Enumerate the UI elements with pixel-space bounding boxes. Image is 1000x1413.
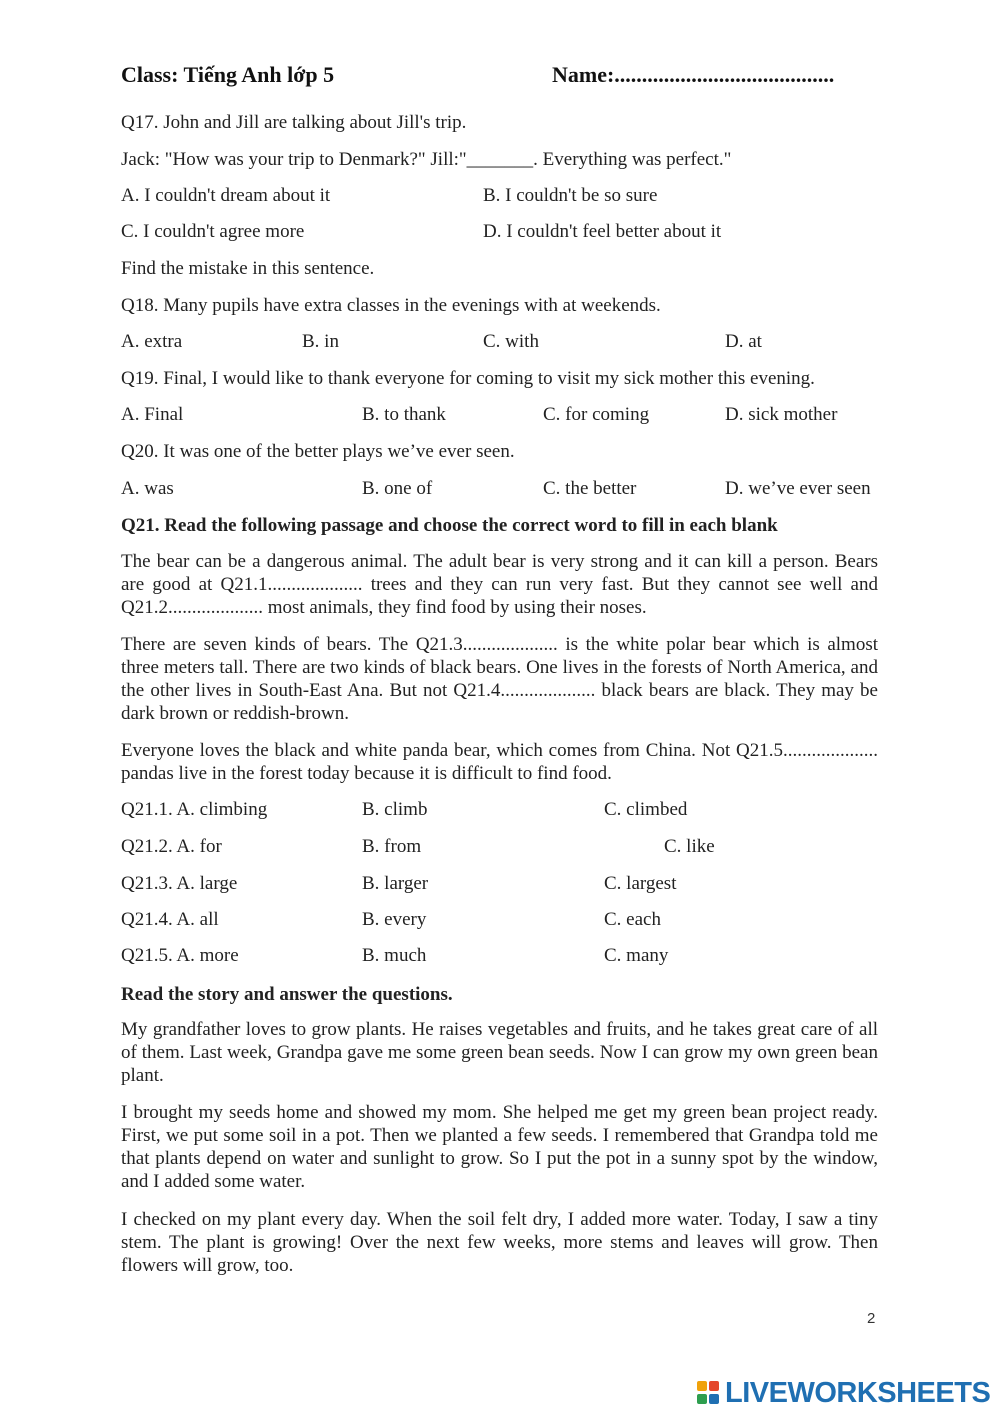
liveworksheets-logo-icon (697, 1378, 723, 1408)
q21-3-option-c: C. largest (604, 873, 677, 894)
name-label: Name:........................................ (552, 62, 835, 87)
q21-2-option-c: C. like (664, 836, 715, 857)
q21-2-option-a: Q21.2. A. for (121, 836, 222, 857)
find-mistake-instruction: Find the mistake in this sentence. (121, 258, 375, 279)
q18-option-c: C. with (483, 331, 539, 352)
q21-4-option-c: C. each (604, 909, 661, 930)
q21-1-option-c: C. climbed (604, 799, 688, 820)
q21-paragraph-2: There are seven kinds of bears. The Q21.3.................... is the white polar bear which is almost three meters tall. There are two kinds of black bears. One lives in the forests of North America, and the other lives in South-East Ana. But not Q21.4.................... black bears are black. They may be dark brown or reddish-brown. (121, 634, 878, 724)
q21-2-option-b: B. from (362, 836, 422, 857)
liveworksheets-logo (697, 1376, 990, 1410)
q19-option-b: B. to thank (362, 404, 446, 425)
q18-prompt: Q18. Many pupils have extra classes in the evenings with at weekends. (121, 295, 661, 316)
page-number: 2 (867, 1310, 876, 1327)
q21-5-option-c: C. many (604, 945, 669, 966)
q20-option-b: B. one of (362, 478, 433, 499)
q21-1-option-b: B. climb (362, 799, 428, 820)
q20-option-a: A. was (121, 478, 174, 499)
q18-option-d: D. at (725, 331, 762, 352)
q21-3-option-a: Q21.3. A. large (121, 873, 238, 894)
q20-prompt: Q20. It was one of the better plays we’ve ever seen. (121, 441, 515, 462)
q21-5-option-b: B. much (362, 945, 427, 966)
q17-option-b: B. I couldn't be so sure (483, 185, 658, 206)
liveworksheets-logo-text: LIVEWORKSHEETS (725, 1376, 991, 1409)
q21-4-option-a: Q21.4. A. all (121, 909, 219, 930)
q17-option-a: A. I couldn't dream about it (121, 185, 331, 206)
q21-1-option-a: Q21.1. A. climbing (121, 799, 268, 820)
q18-option-b: B. in (302, 331, 339, 352)
q19-option-a: A. Final (121, 404, 184, 425)
q17-option-c: C. I couldn't agree more (121, 221, 305, 242)
q21-paragraph-3: Everyone loves the black and white panda bear, which comes from China. Not Q21.5.................... pandas live in the forest today because it is difficult to find food. (121, 740, 878, 784)
q17-dialogue: Jack: "How was your trip to Denmark?" Jill:"_______. Everything was perfect." (121, 149, 732, 170)
q20-option-c: C. the better (543, 478, 637, 499)
q21-heading: Q21. Read the following passage and choose the correct word to fill in each blank (121, 515, 778, 536)
q19-prompt: Q19. Final, I would like to thank everyone for coming to visit my sick mother this evening. (121, 368, 815, 389)
story-paragraph-3: I checked on my plant every day. When the soil felt dry, I added more water. Today, I saw a tiny stem. The plant is growing! Over the next few weeks, more stems and leaves will grow. Then flowers will grow, too. (121, 1209, 878, 1276)
q17-option-d: D. I couldn't feel better about it (483, 221, 722, 242)
class-label: Class: Tiếng Anh lớp 5 (121, 62, 335, 87)
q21-3-option-b: B. larger (362, 873, 429, 894)
story-paragraph-2: I brought my seeds home and showed my mom. She helped me get my green bean project ready. First, we put some soil in a pot. Then we planted a few seeds. I remembered that Grandpa told me that plants depend on water and sunlight to grow. So I put the pot in a sunny spot by the window, and I added some water. (121, 1102, 878, 1192)
q21-paragraph-1: The bear can be a dangerous animal. The adult bear is very strong and it can kill a person. Bears are good at Q21.1.................... trees and they can run very fast. But they cannot see well and Q21.2.................... most animals, they find food by using their noses. (121, 551, 878, 618)
q18-option-a: A. extra (121, 331, 183, 352)
story-paragraph-1: My grandfather loves to grow plants. He raises vegetables and fruits, and he takes great care of all of them. Last week, Grandpa gave me some green bean seeds. Now I can grow my own green bean plant. (121, 1019, 878, 1086)
q19-option-d: D. sick mother (725, 404, 838, 425)
q20-option-d: D. we’ve ever seen (725, 478, 871, 499)
q19-option-c: C. for coming (543, 404, 650, 425)
q17-prompt: Q17. John and Jill are talking about Jill's trip. (121, 112, 467, 133)
q21-4-option-b: B. every (362, 909, 427, 930)
q21-5-option-a: Q21.5. A. more (121, 945, 239, 966)
story-heading: Read the story and answer the questions. (121, 984, 453, 1005)
